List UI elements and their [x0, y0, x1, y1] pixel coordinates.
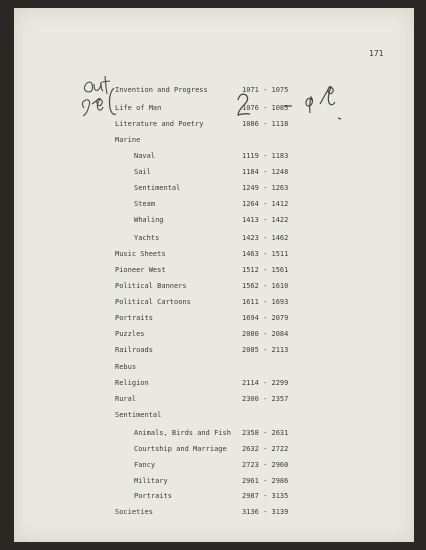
index-entry	[14, 120, 414, 130]
entry-label: Societies	[115, 508, 153, 516]
handwritten-note-left	[78, 74, 122, 130]
index-entry	[14, 346, 414, 356]
entry-label: Pioneer West	[115, 266, 166, 274]
entry-range: 1463 - 1511	[242, 250, 289, 258]
entry-range: 2358 - 2631	[242, 429, 289, 437]
index-entry	[14, 363, 414, 373]
entry-label: Portraits	[134, 492, 172, 500]
entry-range: 1264 - 1412	[242, 200, 289, 208]
index-entry	[14, 411, 414, 421]
entry-label: Steam	[134, 200, 156, 208]
index-entry	[14, 136, 414, 146]
entry-range: 1413 - 1422	[242, 216, 289, 224]
index-entry	[14, 266, 414, 276]
entry-label: Military	[134, 477, 168, 485]
index-entry	[14, 104, 414, 114]
entry-range: 1512 - 1561	[242, 266, 289, 274]
index-entry	[14, 86, 414, 96]
entry-label: Railroads	[115, 346, 153, 354]
entry-label: Invention and Progress	[115, 86, 208, 94]
entry-range: 1119 - 1183	[242, 152, 289, 160]
index-entry	[14, 492, 414, 502]
entry-range: 2300 - 2357	[242, 395, 289, 403]
entry-label: Religion	[115, 379, 149, 387]
index-entry	[14, 234, 414, 244]
entry-label: Life of Man	[115, 104, 162, 112]
index-entry	[14, 200, 414, 210]
entry-range: 1086 - 1118	[242, 120, 289, 128]
index-entry	[14, 168, 414, 178]
entry-range: 2632 - 2722	[242, 445, 289, 453]
entry-range: 2114 - 2299	[242, 379, 289, 387]
index-entry	[14, 250, 414, 260]
entry-range: 1249 - 1263	[242, 184, 289, 192]
entry-range: 2961 - 2986	[242, 477, 289, 485]
index-entry	[14, 152, 414, 162]
entry-range: 1611 - 1693	[242, 298, 289, 306]
entry-label: Yachts	[134, 234, 160, 242]
entry-label: Sentimental	[134, 184, 181, 192]
entry-range: 1694 - 2079	[242, 314, 289, 322]
document-page	[14, 8, 414, 542]
entry-label: Puzzles	[115, 330, 145, 338]
entry-label: Fancy	[134, 461, 156, 469]
entry-range: 1076 - 1085	[242, 104, 289, 112]
entry-label: Marine	[115, 136, 141, 144]
entry-range: 2723 - 2960	[242, 461, 289, 469]
entry-range: 2080 - 2084	[242, 330, 289, 338]
index-entry	[14, 298, 414, 308]
index-entry	[14, 184, 414, 194]
entry-range: 1184 - 1248	[242, 168, 289, 176]
entry-range: 3136 - 3139	[242, 508, 289, 516]
entry-label: Naval	[134, 152, 156, 160]
entry-label: Literature and Poetry	[115, 120, 204, 128]
entry-label: Animals, Birds and Fish	[134, 429, 231, 437]
index-entry	[14, 282, 414, 292]
index-entry	[14, 330, 414, 340]
entry-label: Whaling	[134, 216, 164, 224]
index-entry	[14, 379, 414, 389]
entry-range: 2987 - 3135	[242, 492, 289, 500]
index-entry	[14, 461, 414, 471]
entry-label: Rural	[115, 395, 137, 403]
index-entry	[14, 216, 414, 226]
handwritten-note-right	[232, 80, 352, 122]
index-entry	[14, 395, 414, 405]
index-entry	[14, 429, 414, 439]
entry-label: Political Banners	[115, 282, 187, 290]
index-entry	[14, 508, 414, 518]
index-entry	[14, 477, 414, 487]
index-entry	[14, 314, 414, 324]
entry-label: Political Cartoons	[115, 298, 191, 306]
entry-label: Courtship and Marriage	[134, 445, 227, 453]
entry-label: Portraits	[115, 314, 153, 322]
entry-range: 1423 - 1462	[242, 234, 289, 242]
entry-range: 1071 - 1075	[242, 86, 289, 94]
entry-label: Rebus	[115, 363, 137, 371]
page-number: 171	[369, 49, 384, 58]
index-entry	[14, 445, 414, 455]
entry-label: Sail	[134, 168, 151, 176]
entry-label: Sentimental	[115, 411, 162, 419]
entry-range: 2085 - 2113	[242, 346, 289, 354]
entry-label: Music Sheets	[115, 250, 166, 258]
entry-range: 1562 - 1610	[242, 282, 289, 290]
